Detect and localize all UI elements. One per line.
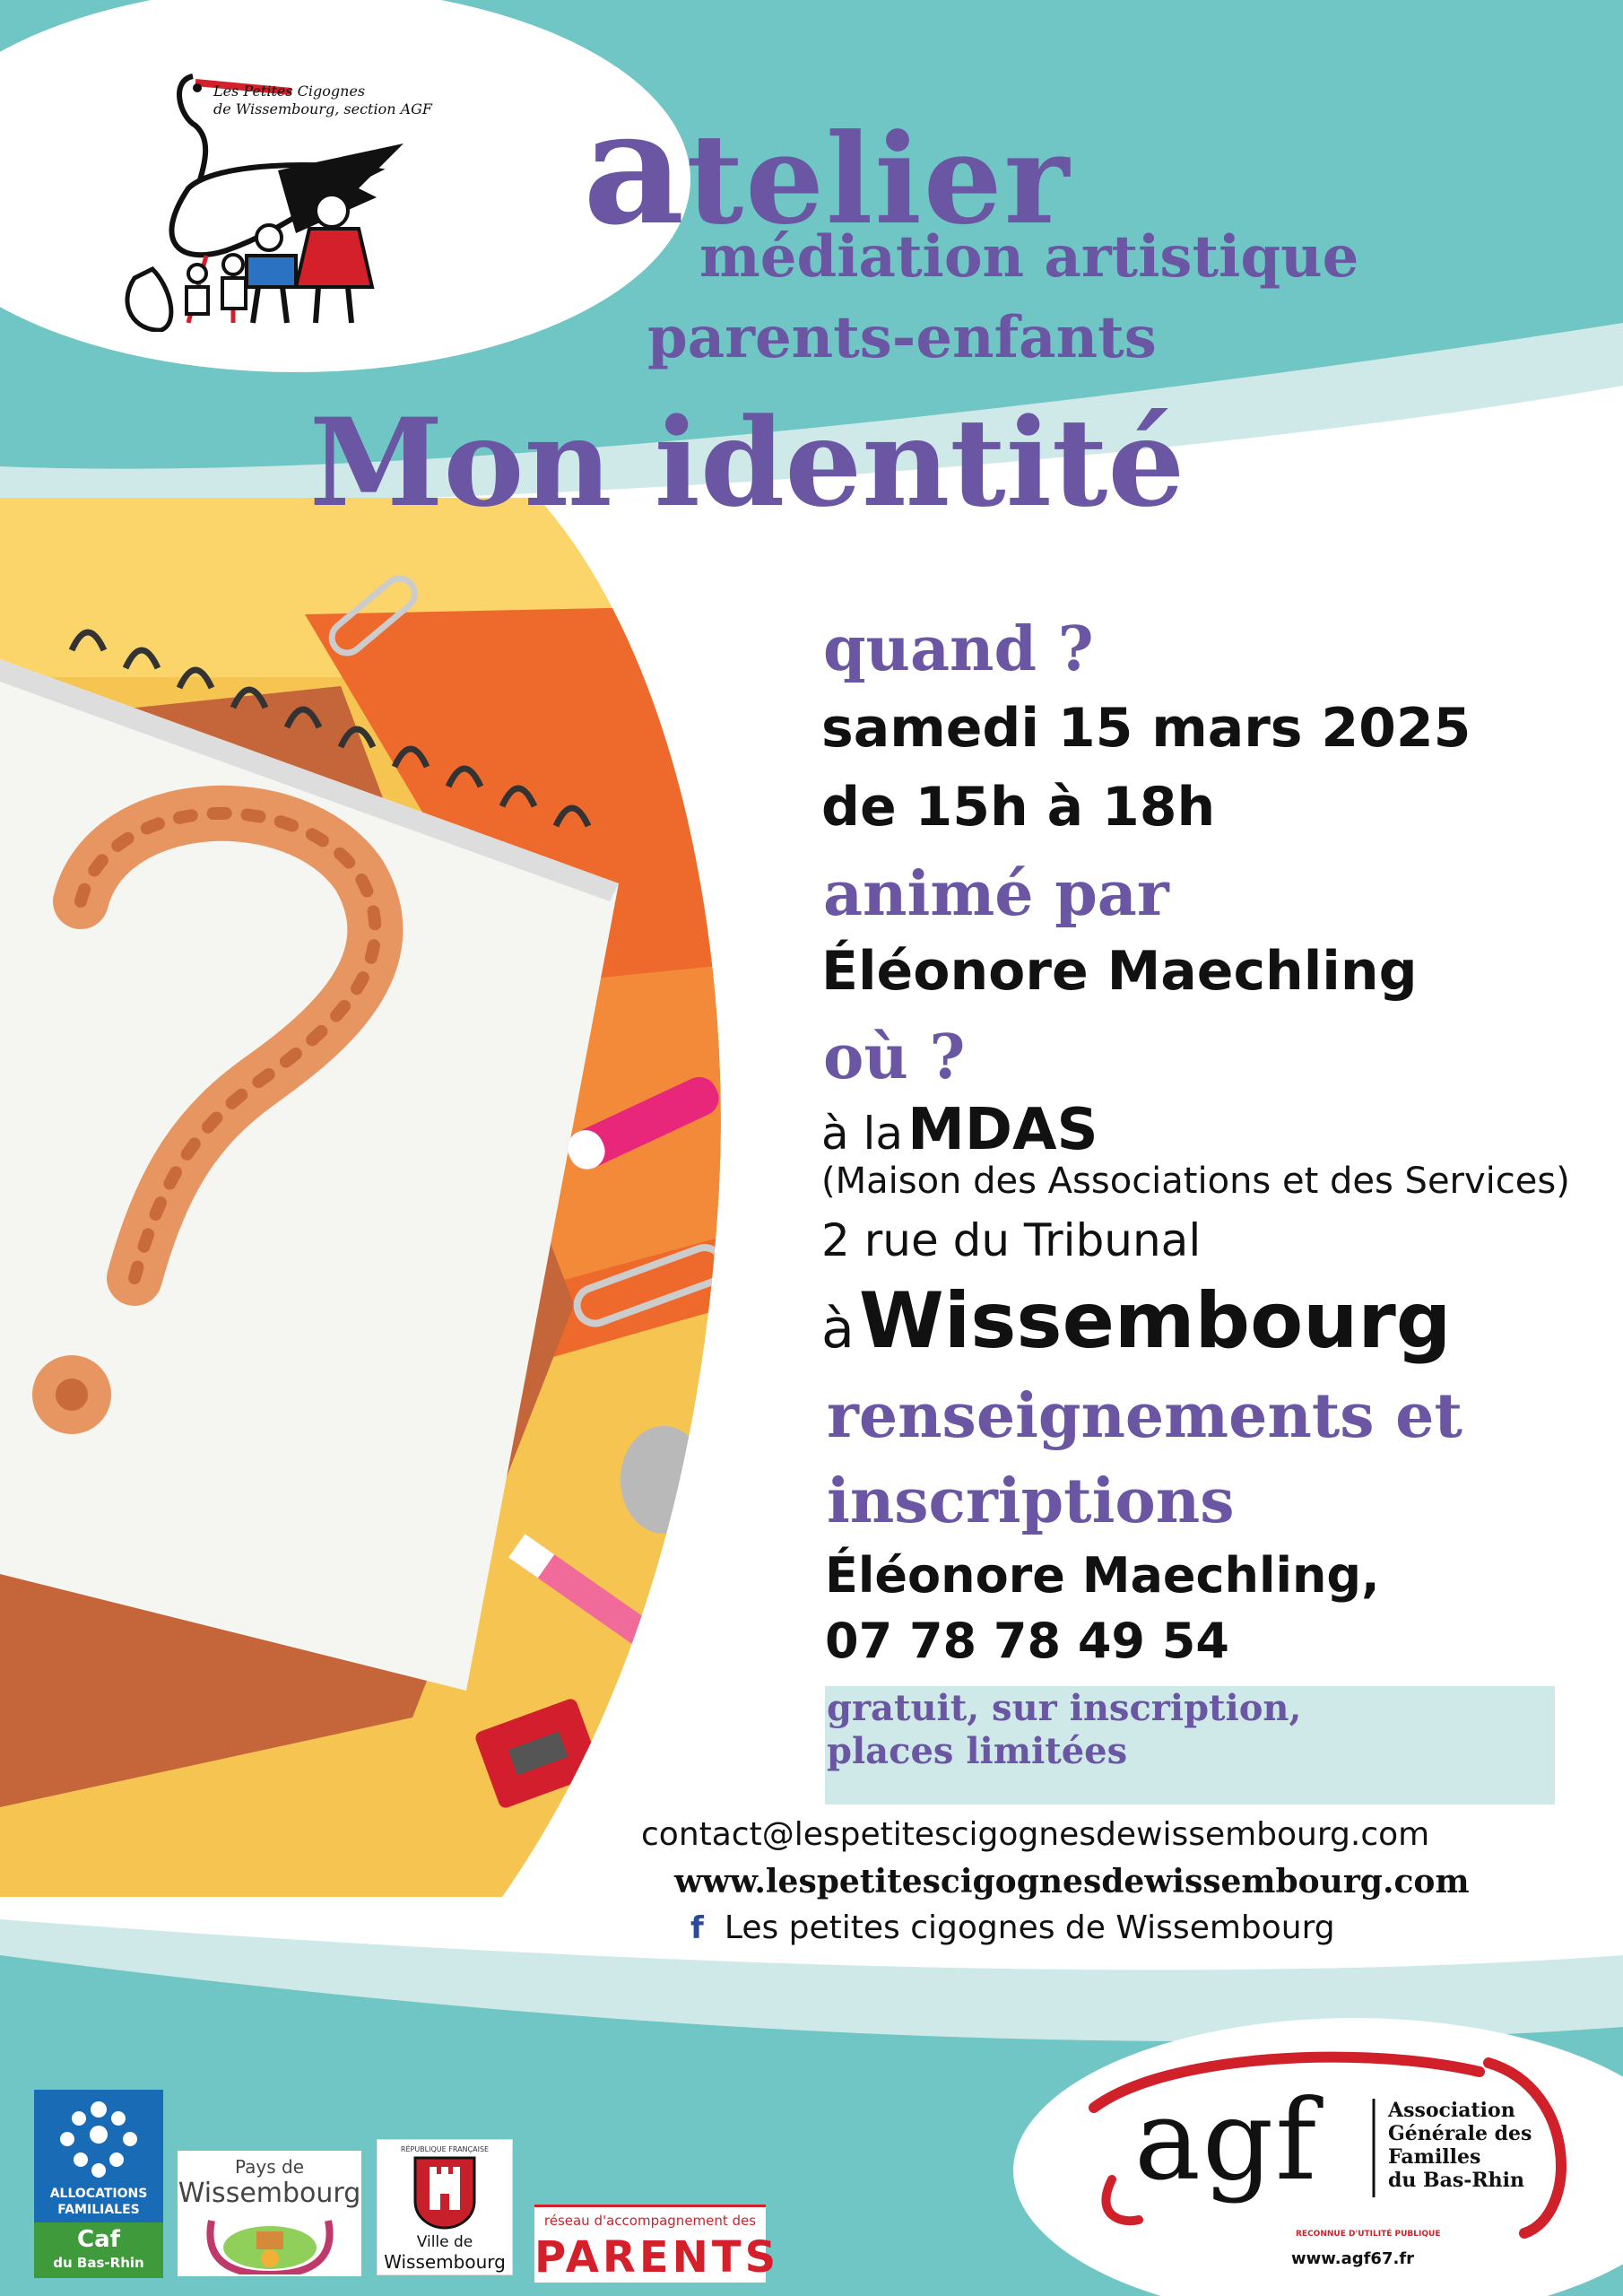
caf-logo xyxy=(34,2090,163,2278)
facebook-line[interactable] xyxy=(690,1909,1335,1946)
agf-url[interactable]: www.agf67.fr xyxy=(1291,2249,1415,2268)
venue-name: MDAS xyxy=(907,1097,1098,1163)
agf-line3: Familles xyxy=(1388,2145,1481,2169)
venue-address: 2 rue du Tribunal xyxy=(821,1214,1202,1266)
ville-line2: Wissembourg xyxy=(384,2251,506,2273)
caf-line2: FAMILIALES xyxy=(57,2203,140,2217)
city-line xyxy=(821,1276,1452,1366)
notebook-photo xyxy=(0,498,735,1897)
logo-text-line2: de Wissembourg, section AGF xyxy=(213,100,433,117)
caf-line1: ALLOCATIONS xyxy=(49,2187,148,2201)
subtitle-line1: médiation artistique xyxy=(699,223,1359,291)
contact-phone: 07 78 78 49 54 xyxy=(825,1613,1229,1669)
registration-note-line2: places limitées xyxy=(827,1730,1128,1772)
venue-line xyxy=(821,1097,1098,1163)
logo-text-line1: Les Petites Cigognes xyxy=(213,83,366,100)
pays-wissembourg-logo xyxy=(178,2151,361,2276)
host-name: Éléonore Maechling xyxy=(821,940,1418,1003)
caf-region: du Bas-Rhin xyxy=(53,2255,144,2271)
facebook-name: Les petites cigognes de Wissembourg xyxy=(724,1909,1335,1946)
ville-line1: Ville de xyxy=(416,2233,473,2251)
facebook-icon: f xyxy=(690,1910,704,1946)
registration-note-line1: gratuit, sur inscription, xyxy=(827,1687,1302,1729)
venue-prefix: à la xyxy=(821,1108,904,1160)
registration-label-line2: inscriptions xyxy=(827,1465,1235,1537)
city-prefix: à xyxy=(821,1298,855,1361)
landscape-icon xyxy=(203,2212,337,2274)
venue-full-name: (Maison des Associations et des Services) xyxy=(821,1161,1570,1202)
event-time: de 15h à 18h xyxy=(821,776,1216,839)
agf-line2: Générale des xyxy=(1388,2122,1532,2145)
reseau-name: PARENTS xyxy=(534,2232,780,2283)
pays-line1: Pays de xyxy=(234,2156,305,2178)
title-first-letter: a xyxy=(583,76,687,260)
agf-tagline: RECONNUE D'UTILITÉ PUBLIQUE xyxy=(1296,2230,1441,2239)
contact-email[interactable]: contact@lespetitescigognesdewissembourg.com xyxy=(641,1816,1430,1853)
main-title: Mon identité xyxy=(309,391,1185,534)
reseau-parents-logo xyxy=(534,2205,780,2283)
contact-website[interactable]: www.lespetitescigognesdewissembourg.com xyxy=(674,1863,1470,1900)
host-label: animé par xyxy=(823,858,1169,930)
caf-name: Caf xyxy=(77,2226,120,2253)
city-name: Wissembourg xyxy=(858,1276,1452,1366)
ville-wissembourg-logo xyxy=(377,2139,513,2275)
agf-logo xyxy=(1058,2036,1596,2287)
reseau-line: réseau d'accompagnement des xyxy=(543,2213,757,2229)
caf-family-icon xyxy=(54,2099,143,2179)
event-date: samedi 15 mars 2025 xyxy=(821,697,1471,760)
when-label: quand ? xyxy=(823,613,1094,685)
city-crest-icon xyxy=(413,2156,476,2230)
agf-wordmark: agf xyxy=(1134,2076,1319,2205)
registration-label-line1: renseignements et xyxy=(827,1380,1462,1452)
title-rest: telier xyxy=(686,106,1072,252)
agf-line1: Association xyxy=(1388,2099,1515,2122)
contact-name: Éléonore Maechling, xyxy=(825,1547,1380,1604)
subtitle-line2: parents-enfants xyxy=(647,304,1157,371)
pays-line2: Wissembourg xyxy=(178,2178,361,2209)
where-label: où ? xyxy=(823,1022,966,1093)
association-logo xyxy=(99,63,520,332)
ville-republique: RÉPUBLIQUE FRANÇAISE xyxy=(400,2145,490,2153)
agf-line4: du Bas-Rhin xyxy=(1388,2169,1525,2192)
